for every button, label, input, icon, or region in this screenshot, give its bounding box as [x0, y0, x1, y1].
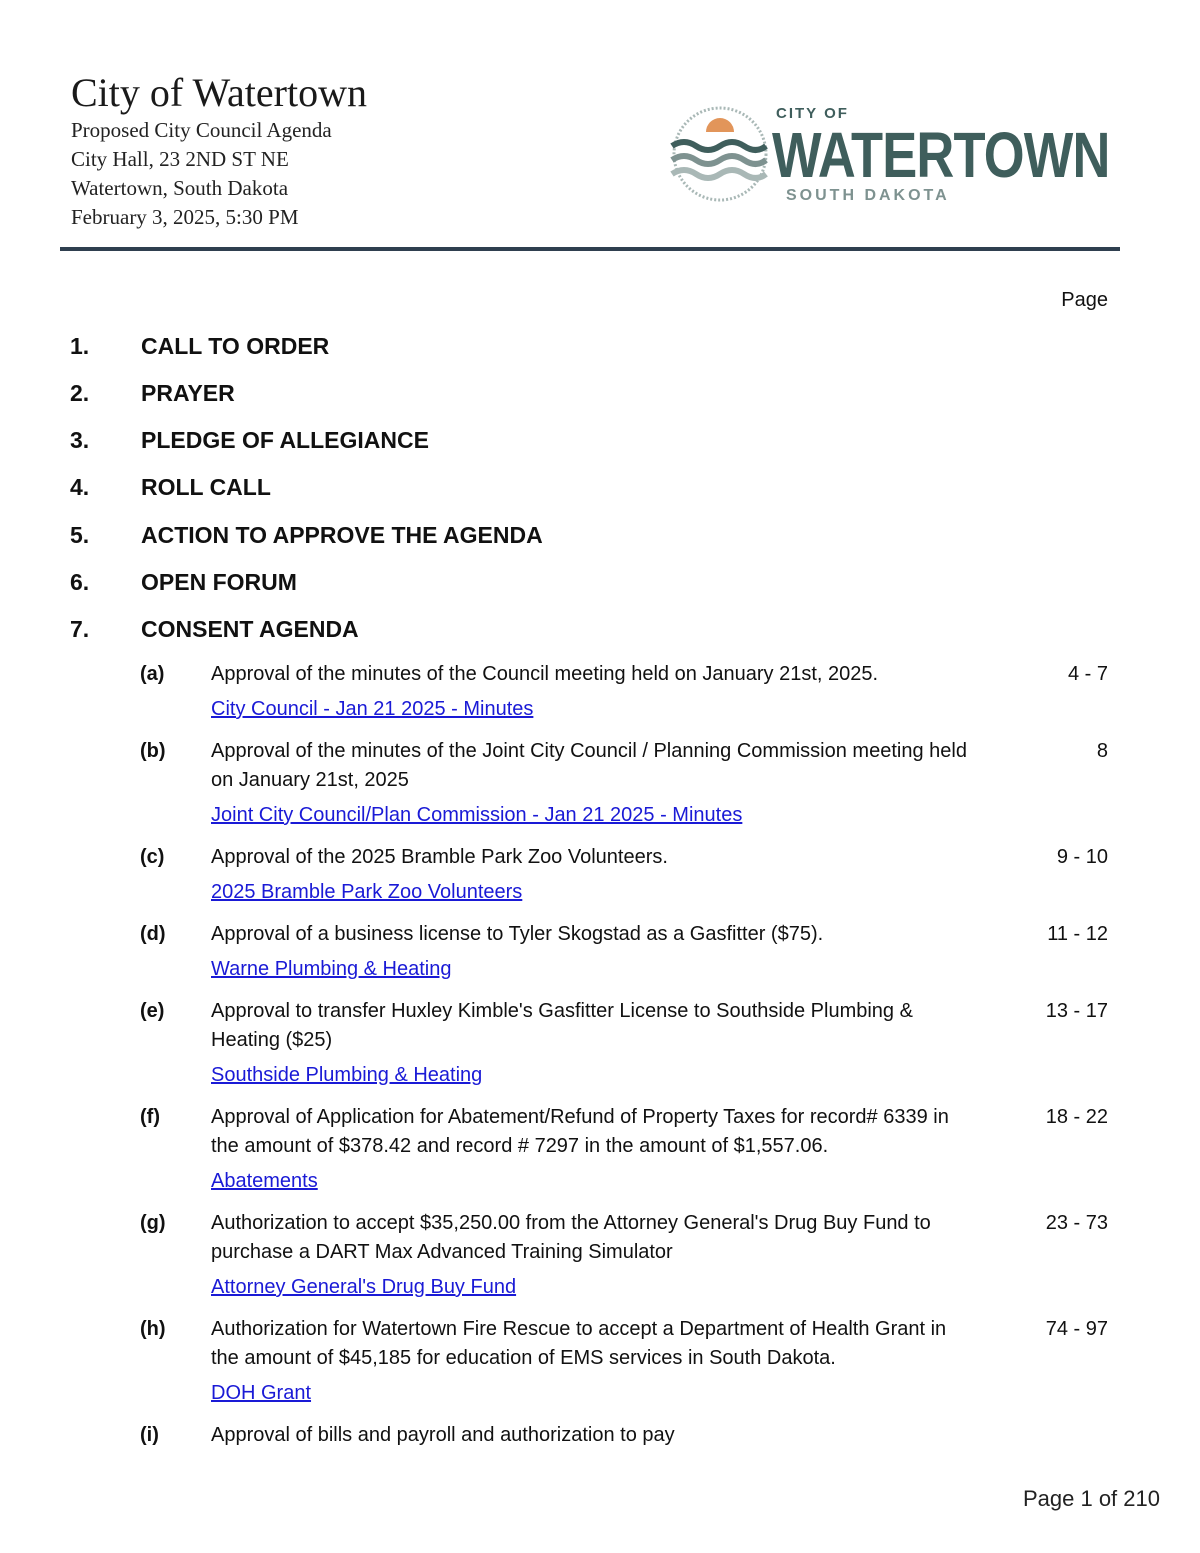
item-pages: 13 - 17 — [1045, 1000, 1108, 1022]
attachment-link[interactable]: 2025 Bramble Park Zoo Volunteers — [211, 881, 523, 903]
meeting-datetime: February 3, 2025, 5:30 PM — [71, 205, 299, 229]
item-description: Approval of the minutes of the Council meeting held on January 21st, 2025. — [211, 663, 879, 685]
item-letter: (b) — [140, 740, 166, 762]
attachment-link[interactable]: City Council - Jan 21 2025 - Minutes — [211, 698, 534, 720]
item-number: 4. — [70, 474, 90, 500]
item-description: Approval of the 2025 Bramble Park Zoo Volunteers. — [211, 846, 668, 868]
item-letter: (c) — [140, 846, 165, 868]
attachment-link[interactable]: Southside Plumbing & Heating — [211, 1064, 483, 1086]
attachment-link[interactable]: Joint City Council/Plan Commission - Jan 21 2025 - Minutes — [211, 804, 743, 826]
page-title: City of Watertown — [71, 70, 367, 115]
page-footer: Page 1 of 210 — [1022, 1486, 1160, 1511]
attachment-link[interactable]: Warne Plumbing & Heating — [211, 958, 452, 980]
item-number: 3. — [70, 427, 90, 453]
item-pages: 9 - 10 — [1056, 846, 1108, 868]
attachment-link[interactable]: Attorney General's Drug Buy Fund — [211, 1276, 517, 1298]
item-description: Authorization to accept $35,250.00 from the Attorney General's Drug Buy Fund to purchase a DART Max Advanced Training Simulator — [211, 1212, 931, 1263]
city-state-line: Watertown, South Dakota — [71, 176, 289, 200]
logo-emblem-icon — [668, 102, 768, 210]
attachment-link[interactable]: DOH Grant — [211, 1382, 312, 1404]
item-number: 1. — [70, 333, 90, 359]
item-label: ACTION TO APPROVE THE AGENDA — [141, 522, 543, 548]
item-label: PLEDGE OF ALLEGIANCE — [141, 427, 429, 453]
item-label: CALL TO ORDER — [141, 333, 330, 359]
item-letter: (i) — [140, 1424, 159, 1446]
item-letter: (d) — [140, 923, 166, 945]
item-pages: 4 - 7 — [1067, 663, 1108, 685]
item-pages: 8 — [1096, 740, 1108, 762]
item-label: CONSENT AGENDA — [141, 616, 359, 642]
item-letter: (a) — [140, 663, 165, 685]
logo-city-of: CITY OF — [776, 105, 849, 122]
item-label: ROLL CALL — [141, 474, 271, 500]
item-pages: 18 - 22 — [1045, 1106, 1108, 1128]
item-number: 5. — [70, 522, 90, 548]
item-letter: (f) — [140, 1106, 160, 1128]
item-pages: 11 - 12 — [1047, 923, 1108, 945]
agenda-subtitle: Proposed City Council Agenda — [71, 118, 332, 142]
attachment-link[interactable]: Abatements — [211, 1170, 318, 1192]
header-divider — [60, 247, 1120, 251]
item-label: OPEN FORUM — [141, 569, 297, 595]
item-letter: (h) — [140, 1318, 166, 1340]
item-description: Approval to transfer Huxley Kimble's Gasfitter License to Southside Plumbing & Heating ($25) — [211, 1000, 913, 1051]
item-pages: 74 - 97 — [1045, 1318, 1108, 1340]
item-letter: (e) — [140, 1000, 165, 1022]
item-description: Approval of bills and payroll and authorization to pay — [211, 1424, 675, 1446]
logo-name: WATERTOWN — [772, 119, 1110, 191]
item-number: 7. — [70, 616, 90, 642]
watertown-logo — [668, 102, 1113, 210]
address-line: City Hall, 23 2ND ST NE — [71, 147, 289, 171]
item-label: PRAYER — [141, 380, 235, 406]
item-pages: 23 - 73 — [1045, 1212, 1108, 1234]
logo-state: SOUTH DAKOTA — [786, 187, 950, 204]
item-description: Authorization for Watertown Fire Rescue to accept a Department of Health Grant in the amount of $45,185 for education of EMS services in South Dakota. — [211, 1318, 947, 1369]
header-block — [71, 70, 367, 232]
page-column-label: Page — [1061, 289, 1108, 311]
item-number: 2. — [70, 380, 90, 406]
item-letter: (g) — [140, 1212, 166, 1234]
item-description: Approval of the minutes of the Joint City Council / Planning Commission meeting held on January 21st, 2025 — [211, 740, 967, 791]
item-description: Approval of Application for Abatement/Refund of Property Taxes for record# 6339 in the amount of $378.42 and record # 7297 in the amount of $1,557.06. — [211, 1106, 949, 1157]
item-description: Approval of a business license to Tyler Skogstad as a Gasfitter ($75). — [211, 923, 824, 945]
item-number: 6. — [70, 569, 90, 595]
